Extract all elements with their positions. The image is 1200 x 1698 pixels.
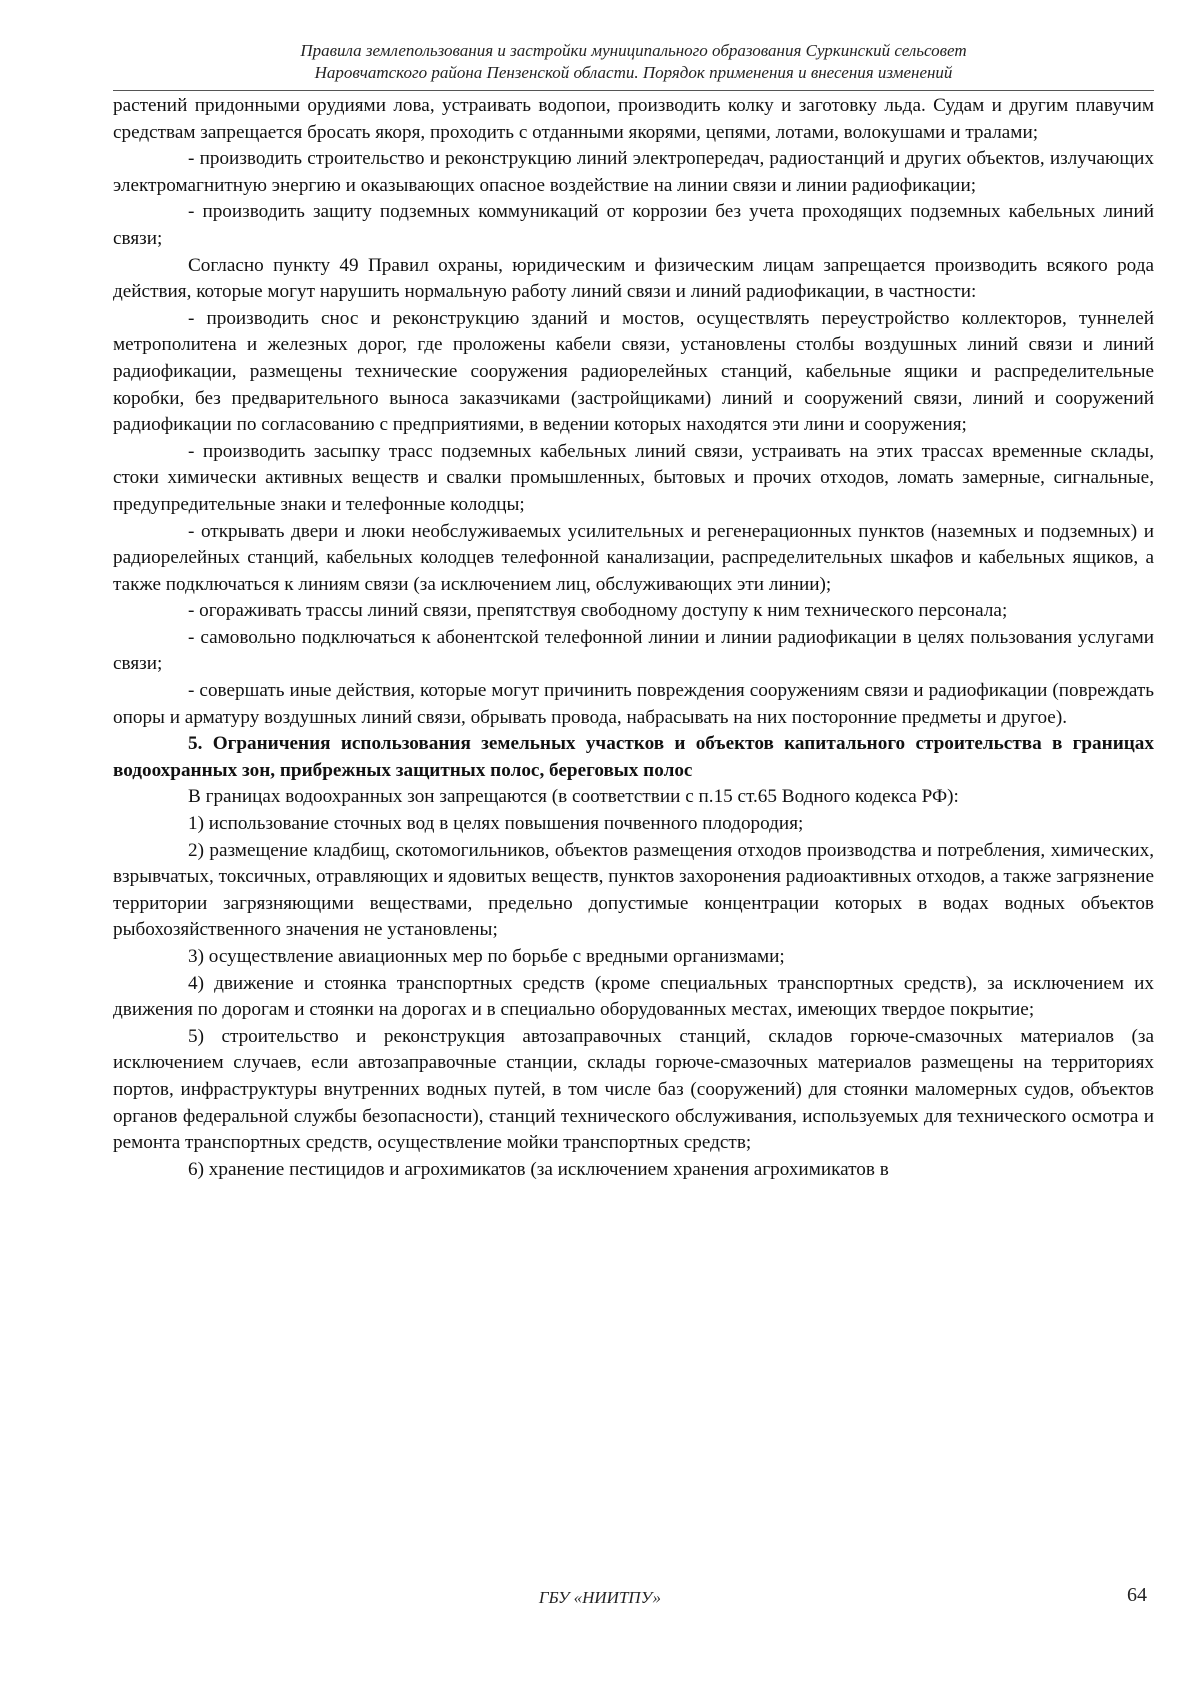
header-line-2: Наровчатского района Пензенской области. Порядок применения и внесения изменений bbox=[314, 63, 953, 82]
paragraph: Согласно пункту 49 Правил охраны, юридическим и физическим лицам запрещается производить всякого рода действия, которые могут нарушить нормальную работу линий связи и линий радиофикации, в частности: bbox=[113, 254, 1154, 303]
paragraph: В границах водоохранных зон запрещаются (в соответствии с п.15 ст.65 Водного кодекса РФ): bbox=[188, 786, 959, 808]
list-item: 5) строительство и реконструкция автозаправочных станций, складов горюче-смазочных материалов (за исключением случаев, если автозаправочные станции, склады горюче-смазочных материалов размещены на территориях портов, инфраструктуры внутренних водных путей, в том числе баз (сооружений) для стоянки маломерных судов, объектов органов федеральной службы безопасности), станций технического обслуживания, используемых для технического осмотра и ремонта транспортных средств, осуществление мойки транспортных средств; bbox=[113, 1025, 1154, 1154]
list-item: 2) размещение кладбищ, скотомогильников, объектов размещения отходов производства и потребления, химических, взрывчатых, токсичных, отравляющих и ядовитых веществ, пунктов захоронения радиоактивных отходов, а также загрязнение территории загрязняющими веществами, предельно допустимые концентрации которых в водах водных объектов рыбохозяйственного значения не установлены; bbox=[113, 839, 1154, 941]
list-item: - производить засыпку трасс подземных кабельных линий связи, устраивать на этих трассах временные склады, стоки химически активных веществ и свалки промышленных, бытовых и прочих отходов, ломать замерные, сигнальные, предупредительные знаки и телефонные колодцы; bbox=[113, 440, 1154, 515]
list-item: - огораживать трассы линий связи, препятствуя свободному доступу к ним технического персонала; bbox=[188, 600, 1008, 622]
list-item: - производить строительство и реконструкцию линий электропередач, радиостанций и других объектов, излучающих электромагнитную энергию и оказывающих опасное воздействие на линии связи и линии радиофикации; bbox=[113, 148, 1154, 196]
footer-organization: ГБУ «НИИТПУ» bbox=[538, 1588, 662, 1607]
list-item: 1) использование сточных вод в целях повышения почвенного плодородия; bbox=[188, 813, 804, 835]
header-line-1: Правила землепользования и застройки муниципального образования Суркинский сельсовет bbox=[300, 41, 967, 60]
body-text bbox=[113, 93, 1154, 1183]
list-item: 4) движение и стоянка транспортных средств (кроме специальных транспортных средств), за исключением их движения по дорогам и стоянки на дорогах и в специально оборудованных местах, имеющих твердое покрытие; bbox=[113, 972, 1154, 1021]
list-item: - самовольно подключаться к абонентской телефонной линии и линии радиофикации в целях пользования услугами связи; bbox=[113, 626, 1154, 675]
page-number: 64 bbox=[1127, 1584, 1147, 1606]
list-item: - совершать иные действия, которые могут причинить повреждения сооружениям связи и радиофикации (повреждать опоры и арматуру воздушных линий связи, обрывать провода, набрасывать на них посторонние предметы и другое). bbox=[113, 680, 1154, 728]
running-header bbox=[113, 40, 1154, 84]
section-heading: 5. Ограничения использования земельных участков и объектов капитального строительства в границах водоохранных зон, прибрежных защитных полос, береговых полос bbox=[113, 733, 1154, 781]
list-item: - производить снос и реконструкцию зданий и мостов, осуществлять переустройство коллекторов, туннелей метрополитена и железных дорог, где проложены кабели связи, установлены столбы воздушных линий связи и линий радиофикации, размещены технические сооружения радиорелейных станций, кабельные ящики и распределительные коробки, без предварительного выноса заказчиками (застройщиками) линий и сооружений связи, линий и сооружений радиофикации по согласованию с предприятиями, в ведении которых находятся эти лини и сооружения; bbox=[113, 307, 1154, 436]
list-item: 6) хранение пестицидов и агрохимикатов (за исключением хранения агрохимикатов в bbox=[188, 1158, 889, 1180]
paragraph: растений придонными орудиями лова, устраивать водопои, производить колку и заготовку льда. Судам и другим плавучим средствам запрещается бросать якоря, проходить с отданными якорями, цепями, лотами, волокушами и тралами; bbox=[113, 95, 1154, 143]
list-item: 3) осуществление авиационных мер по борьбе с вредными организмами; bbox=[188, 946, 785, 967]
list-item: - открывать двери и люки необслуживаемых усилительных и регенерационных пунктов (наземных и подземных) и радиорелейных станций, кабельных колодцев телефонной канализации, распределительных шкафов и кабельных ящиков, а также подключаться к линиям связи (за исключением лиц, обслуживающих эти линии); bbox=[113, 520, 1154, 595]
header-divider bbox=[113, 90, 1154, 91]
list-item: - производить защиту подземных коммуникаций от коррозии без учета проходящих подземных кабельных линий связи; bbox=[113, 201, 1154, 249]
